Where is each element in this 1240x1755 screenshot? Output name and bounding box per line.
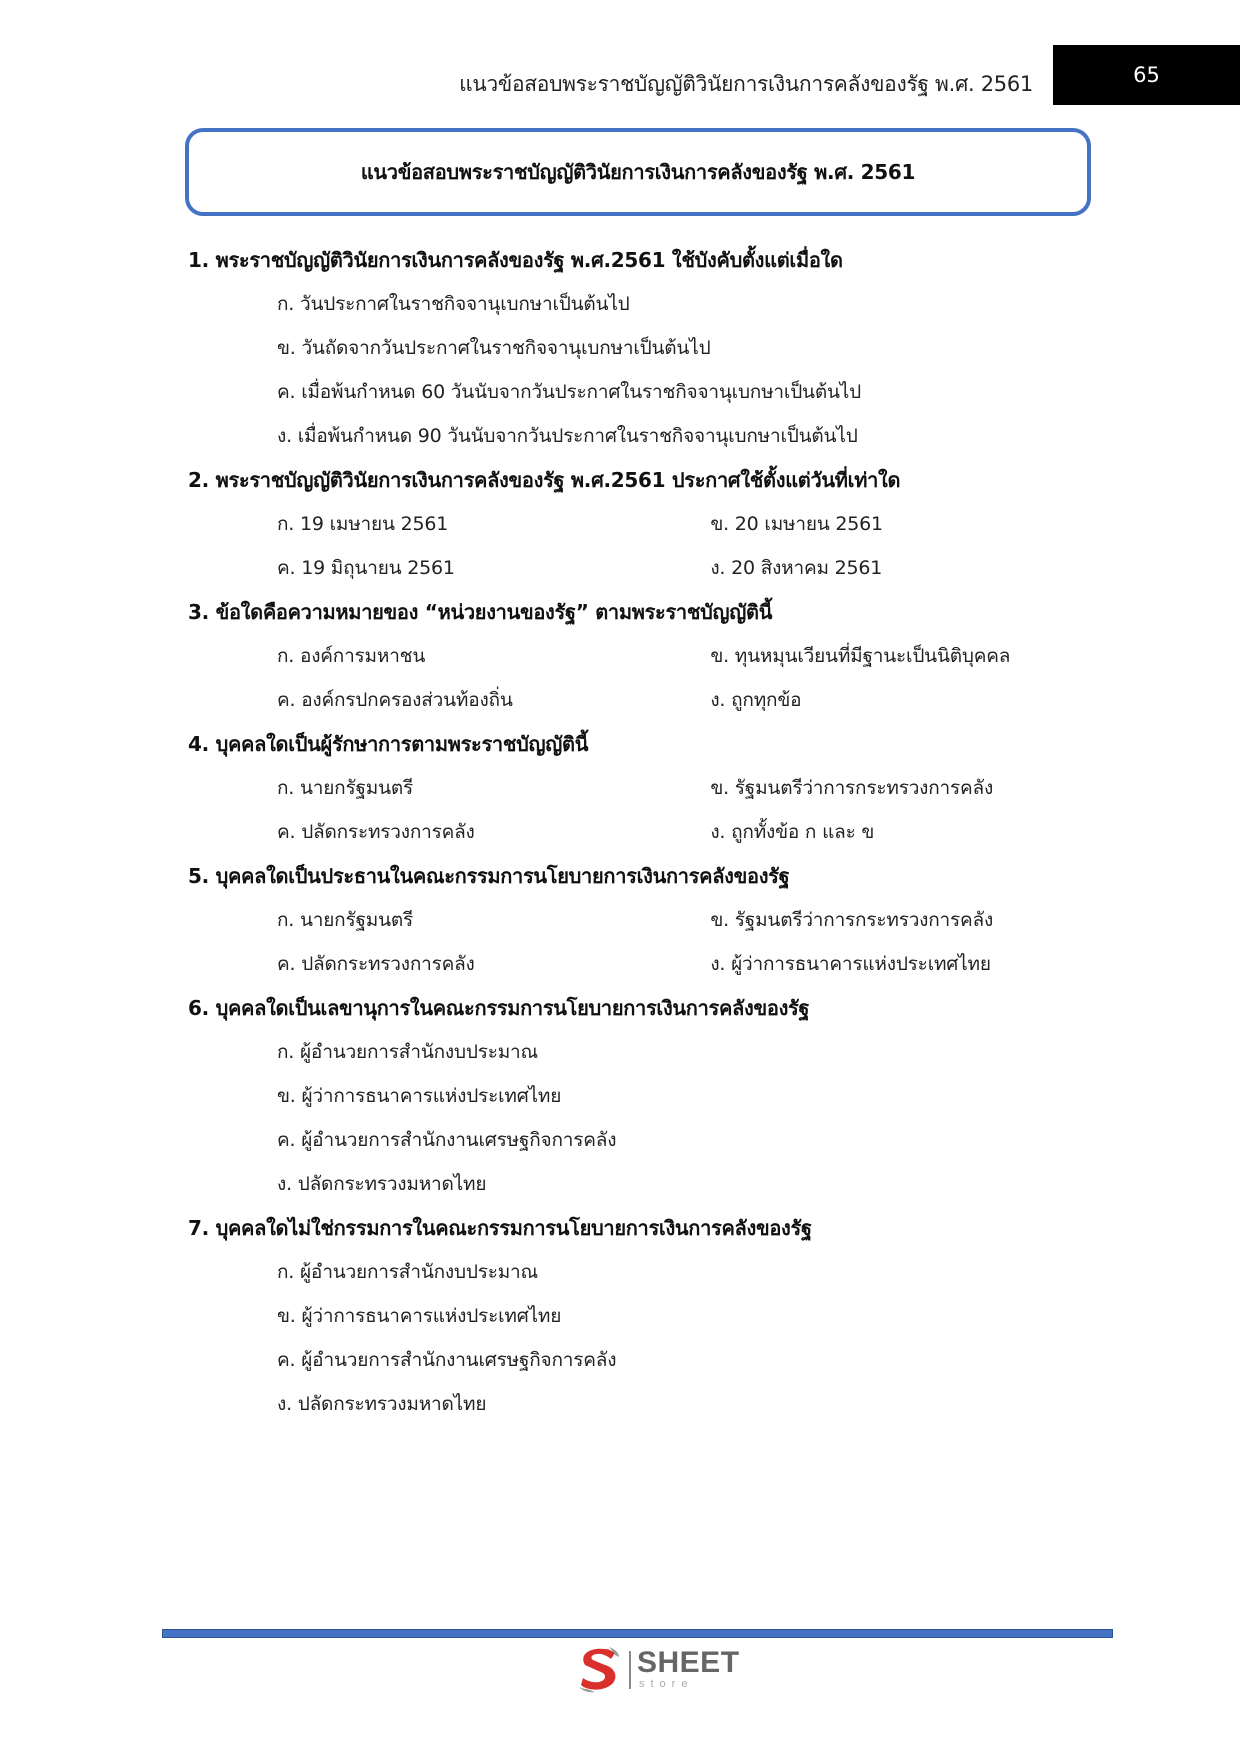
option-d: ง. 20 สิงหาคม 2561 (710, 557, 883, 579)
option-a: ก. วันประกาศในราชกิจจานุเบกษาเป็นต้นไป (277, 293, 630, 315)
question-5 (188, 854, 1088, 986)
option-c: ค. ผู้อำนวยการสำนักงานเศรษฐกิจการคลัง (277, 1349, 617, 1371)
sheet-store-logo (575, 1645, 745, 1693)
logo-divider (629, 1651, 631, 1689)
option-b: ข. รัฐมนตรีว่าการกระทรวงการคลัง (710, 777, 994, 799)
question-text: 2. พระราชบัญญัติวินัยการเงินการคลังของรัฐ พ.ศ.2561 ประกาศใช้ตั้งแต่วันที่เท่าใด (188, 468, 901, 492)
option-b: ข. 20 เมษายน 2561 (710, 513, 883, 535)
option-a: ก. ผู้อำนวยการสำนักงบประมาณ (277, 1041, 538, 1063)
running-header-title: แนวข้อสอบพระราชบัญญัติวินัยการเงินการคลังของรัฐ พ.ศ. 2561 (459, 72, 1033, 96)
option-a: ก. นายกรัฐมนตรี (277, 777, 414, 799)
logo-subword: store (639, 1678, 694, 1690)
option-d: ง. เมื่อพ้นกำหนด 90 วันนับจากวันประกาศในราชกิจจานุเบกษาเป็นต้นไป (277, 425, 858, 447)
question-text: 4. บุคคลใดเป็นผู้รักษาการตามพระราชบัญญัตินี้ (188, 732, 589, 756)
option-d: ง. ปลัดกระทรวงมหาดไทย (277, 1173, 487, 1195)
option-d: ง. ปลัดกระทรวงมหาดไทย (277, 1393, 487, 1415)
option-c: ค. องค์กรปกครองส่วนท้องถิ่น (277, 689, 513, 711)
question-text: 6. บุคคลใดเป็นเลขานุการในคณะกรรมการนโยบายการเงินการคลังของรัฐ (188, 996, 810, 1020)
title-box (185, 128, 1091, 216)
question-3 (188, 590, 1088, 722)
option-c: ค. ปลัดกระทรวงการคลัง (277, 953, 475, 975)
option-d: ง. ถูกทุกข้อ (710, 689, 802, 711)
option-b: ข. ผู้ว่าการธนาคารแห่งประเทศไทย (277, 1305, 562, 1327)
option-b: ข. รัฐมนตรีว่าการกระทรวงการคลัง (710, 909, 994, 931)
option-d: ง. ผู้ว่าการธนาคารแห่งประเทศไทย (710, 953, 991, 975)
option-c: ค. เมื่อพ้นกำหนด 60 วันนับจากวันประกาศในราชกิจจานุเบกษาเป็นต้นไป (277, 381, 861, 403)
option-c: ค. ผู้อำนวยการสำนักงานเศรษฐกิจการคลัง (277, 1129, 617, 1151)
logo-word: SHEET (637, 1646, 740, 1679)
option-b: ข. ผู้ว่าการธนาคารแห่งประเทศไทย (277, 1085, 562, 1107)
question-text: 5. บุคคลใดเป็นประธานในคณะกรรมการนโยบายการเงินการคลังของรัฐ (188, 864, 790, 888)
option-a: ก. องค์การมหาชน (277, 645, 426, 667)
option-c: ค. ปลัดกระทรวงการคลัง (277, 821, 475, 843)
page-title: แนวข้อสอบพระราชบัญญัติวินัยการเงินการคลังของรัฐ พ.ศ. 2561 (360, 160, 916, 184)
question-1 (188, 238, 1088, 458)
question-text: 1. พระราชบัญญัติวินัยการเงินการคลังของรัฐ พ.ศ.2561 ใช้บังคับตั้งแต่เมื่อใด (188, 248, 843, 272)
option-a: ก. 19 เมษายน 2561 (277, 513, 449, 535)
option-a: ก. ผู้อำนวยการสำนักงบประมาณ (277, 1261, 538, 1283)
option-b: ข. วันถัดจากวันประกาศในราชกิจจานุเบกษาเป็นต้นไป (277, 337, 711, 359)
option-b: ข. ทุนหมุนเวียนที่มีฐานะเป็นนิติบุคคล (710, 645, 1011, 667)
page-number-box (1053, 45, 1240, 105)
question-2 (188, 458, 1088, 590)
question-7 (188, 1206, 1088, 1426)
option-a: ก. นายกรัฐมนตรี (277, 909, 414, 931)
question-4 (188, 722, 1088, 854)
question-text: 7. บุคคลใดไม่ใช่กรรมการในคณะกรรมการนโยบายการเงินการคลังของรัฐ (188, 1216, 812, 1240)
s-logo-icon (575, 1645, 623, 1693)
question-list (188, 238, 1088, 1426)
page-number: 65 (1133, 63, 1160, 87)
option-c: ค. 19 มิถุนายน 2561 (277, 557, 455, 579)
option-d: ง. ถูกทั้งข้อ ก และ ข (710, 821, 875, 843)
question-6 (188, 986, 1088, 1206)
question-text: 3. ข้อใดคือความหมายของ “หน่วยงานของรัฐ” ตามพระราชบัญญัตินี้ (188, 600, 773, 624)
footer-divider (162, 1629, 1113, 1638)
